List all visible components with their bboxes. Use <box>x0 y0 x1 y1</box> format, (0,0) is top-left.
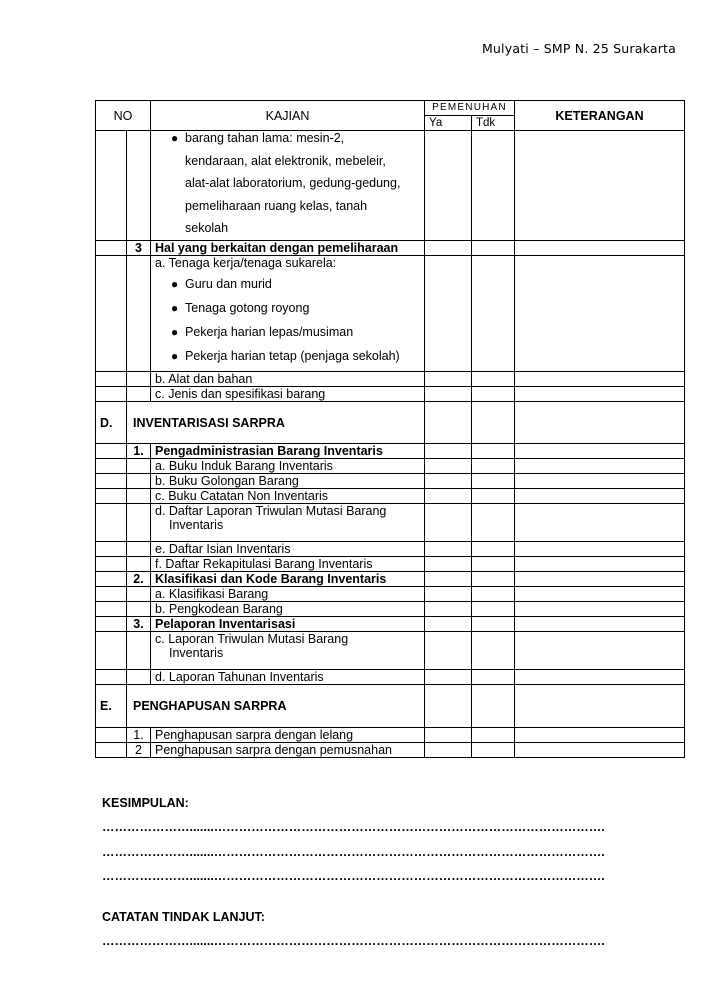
sub-item-label: d. Daftar Laporan Triwulan Mutasi Barang <box>155 504 387 518</box>
header-ya: Ya <box>425 116 472 131</box>
sub-item-label: e. Daftar Isian Inventaris <box>151 542 425 557</box>
sub-item-label: c. Jenis dan spesifikasi barang <box>151 387 425 402</box>
section-title: INVENTARISASI SARPRA <box>127 402 425 444</box>
sub-item-label: a. Klasifikasi Barang <box>151 587 425 602</box>
sub-item-label: a. Tenaga kerja/tenaga sukarela: <box>155 256 337 270</box>
section-letter: E. <box>96 685 127 728</box>
item-number: 1. <box>127 728 151 743</box>
sub-item-label: b. Buku Golongan Barang <box>151 474 425 489</box>
checklist-table <box>95 100 685 758</box>
sub-item-label: c. Buku Catatan Non Inventaris <box>151 489 425 504</box>
item-number: 2 <box>127 743 151 758</box>
item-label: Pengadministrasian Barang Inventaris <box>151 444 425 459</box>
conclusion-label: KESIMPULAN: <box>102 796 189 810</box>
conclusion-line-1: ………………….......…………………………………………………………………………………. <box>102 820 605 834</box>
bullet-text: Guru dan murid <box>185 277 272 291</box>
follow-up-label: CATATAN TINDAK LANJUT: <box>102 910 265 924</box>
header-no: NO <box>96 101 151 131</box>
conclusion-line-3: ………………….......…………………………………………………………………………………. <box>102 869 605 883</box>
sub-item-label: b. Alat dan bahan <box>151 372 425 387</box>
sub-item-label: c. Laporan Triwulan Mutasi Barang <box>155 632 349 646</box>
bullet-icon: ● <box>171 301 179 315</box>
bullet-block-durable-goods <box>151 131 425 241</box>
sub-item-d <box>151 504 425 542</box>
bullet-line: kendaraan, alat elektronik, mebeleir, <box>185 153 386 168</box>
bullet-line: sekolah <box>185 221 229 235</box>
section-title: PENGHAPUSAN SARPRA <box>127 685 425 728</box>
sub-item-label: a. Buku Induk Barang Inventaris <box>151 459 425 474</box>
bullet-text: Tenaga gotong royong <box>185 301 310 315</box>
header-kajian: KAJIAN <box>151 101 425 131</box>
sub-item-label: b. Pengkodean Barang <box>151 602 425 617</box>
item-label: Klasifikasi dan Kode Barang Inventaris <box>151 572 425 587</box>
item-label: Penghapusan sarpra dengan pemusnahan <box>151 743 425 758</box>
sub-item-continuation: Inventaris <box>169 518 224 532</box>
sub-item-label: f. Daftar Rekapitulasi Barang Inventaris <box>151 557 425 572</box>
item-label: Hal yang berkaitan dengan pemeliharaan <box>151 241 425 256</box>
item-number: 3 <box>127 241 151 256</box>
sub-item-label: d. Laporan Tahunan Inventaris <box>151 670 425 685</box>
item-number: 1. <box>127 444 151 459</box>
page-header: Mulyati – SMP N. 25 Surakarta <box>481 41 676 56</box>
sub-item-c <box>151 632 425 670</box>
header-pemenuhan: PEMENUHAN <box>425 101 515 116</box>
bullet-line: barang tahan lama: mesin-2, <box>185 131 345 145</box>
item-label: Pelaporan Inventarisasi <box>151 617 425 632</box>
bullet-icon: ● <box>171 325 179 339</box>
follow-up-line-1: ………………….......…………………………………………………………………………………. <box>102 934 605 948</box>
bullet-icon: ● <box>171 349 179 363</box>
sub-item-continuation: Inventaris <box>169 646 224 660</box>
item-number: 2. <box>127 572 151 587</box>
bullet-icon: ● <box>171 131 179 145</box>
bullet-text: Pekerja harian lepas/musiman <box>185 325 354 339</box>
section-letter: D. <box>96 402 127 444</box>
header-tdk: Tdk <box>472 116 515 131</box>
header-keterangan: KETERANGAN <box>515 101 685 131</box>
item-label: Penghapusan sarpra dengan lelang <box>151 728 425 743</box>
bullet-line: alat-alat laboratorium, gedung-gedung, <box>185 176 401 190</box>
item-number: 3. <box>127 617 151 632</box>
bullet-text: Pekerja harian tetap (penjaga sekolah) <box>185 349 400 363</box>
sub-item-workforce <box>151 256 425 372</box>
bullet-icon: ● <box>171 277 179 291</box>
bullet-line: pemeliharaan ruang kelas, tanah <box>185 198 368 213</box>
conclusion-line-2: ………………….......…………………………………………………………………………………. <box>102 845 605 859</box>
